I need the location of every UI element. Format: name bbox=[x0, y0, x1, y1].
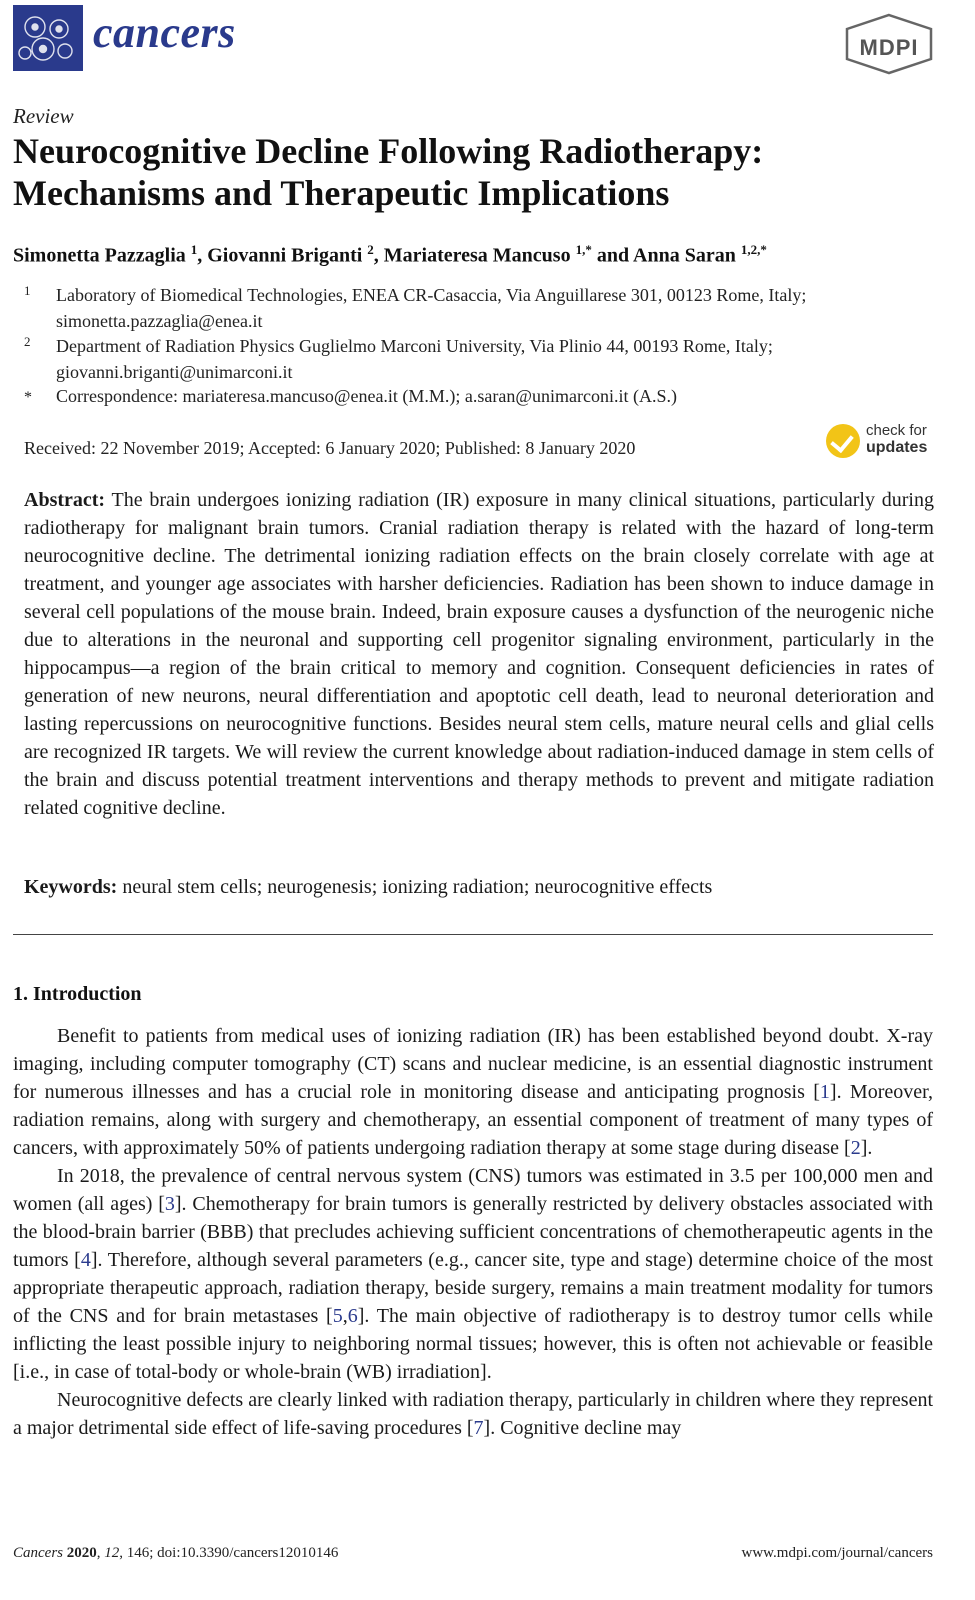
article-title bbox=[13, 130, 933, 214]
mdpi-logo-text: MDPI bbox=[859, 35, 919, 60]
body-text-segment: In 2018, the prevalence of central nervous system (CNS) tumors was estimated in 3.5 per 100,000 men and women (all ages) [ bbox=[13, 1165, 933, 1215]
author-separator: and bbox=[591, 244, 633, 267]
author-affiliation-mark: 2 bbox=[367, 242, 374, 257]
body-paragraph bbox=[13, 1386, 933, 1442]
keywords bbox=[24, 876, 934, 899]
body-text-segment: ]. bbox=[860, 1137, 873, 1159]
footer-doi: , 146; doi:10.3390/cancers12010146 bbox=[119, 1545, 339, 1561]
affiliation-email[interactable]: simonetta.pazzaglia@enea.it bbox=[56, 311, 263, 331]
body-paragraph bbox=[13, 1162, 933, 1386]
abstract-label: Abstract: bbox=[24, 489, 106, 511]
check-for-updates-button[interactable] bbox=[826, 422, 936, 462]
body-text-segment: , bbox=[342, 1305, 348, 1327]
title-line-1: Neurocognitive Decline Following Radiotherapy: bbox=[13, 131, 764, 171]
affiliation-number: 1 bbox=[24, 283, 31, 298]
citation-link[interactable]: 1 bbox=[819, 1081, 830, 1103]
body-text-segment: ]. The main objective of radiotherapy is to destroy tumor cells while inflicting the least possible injury to neighboring normal tissues; however, this is often not achievable or feasible [i.e., in case of total-body or whole-brain (WB) irradiation]. bbox=[13, 1305, 933, 1383]
correspondence-emails[interactable]: Correspondence: mariateresa.mancuso@enea.it (M.M.); a.saran@unimarconi.it (A.S.) bbox=[56, 386, 677, 406]
body-text-segment: ]. Moreover, radiation remains, along with surgery and chemotherapy, an essential component of treatment of many types of cancers, with approximately 50% of patients undergoing radiation therapy at some stage during disease [ bbox=[13, 1081, 933, 1159]
body-text-segment: Benefit to patients from medical uses of ionizing radiation (IR) has been established beyond doubt. X-ray imaging, including computer tomography (CT) scans and nuclear medicine, is an essential diagnostic instrument for numerous illnesses and has a crucial role in monitoring disease and anticipating prognosis [ bbox=[13, 1025, 933, 1103]
author-name: Simonetta Pazzaglia bbox=[13, 244, 186, 267]
keywords-label: Keywords: bbox=[24, 876, 118, 898]
footer-volume: 12 bbox=[104, 1545, 120, 1561]
footer-journal: Cancers bbox=[13, 1545, 63, 1561]
journal-name: cancers bbox=[93, 8, 236, 57]
title-line-2: Mechanisms and Therapeutic Implications bbox=[13, 173, 670, 213]
journal-logo-icon bbox=[13, 5, 83, 71]
checkmark-badge-icon bbox=[826, 424, 860, 458]
citation-link[interactable]: 3 bbox=[164, 1193, 175, 1215]
citation-link[interactable]: 6 bbox=[347, 1305, 358, 1327]
section-divider bbox=[13, 934, 933, 935]
body-text-segment: Neurocognitive defects are clearly linked with radiation therapy, particularly in children where they represent a major detrimental side effect of life-saving procedures [ bbox=[13, 1389, 933, 1439]
author-name: Anna Saran bbox=[633, 244, 736, 267]
check-updates-line-1: check for bbox=[866, 422, 927, 439]
citation-link[interactable]: 5 bbox=[332, 1305, 343, 1327]
article-type: Review bbox=[13, 104, 74, 128]
citation-link[interactable]: 7 bbox=[473, 1417, 484, 1439]
body-paragraph bbox=[13, 1022, 933, 1162]
header bbox=[13, 5, 953, 75]
affiliation-number: 2 bbox=[24, 334, 31, 349]
citation-link[interactable]: 2 bbox=[850, 1137, 861, 1159]
introduction-body bbox=[13, 1022, 933, 1442]
affiliation-address: Department of Radiation Physics Guglielmo Marconi University, Via Plinio 44, 00193 Rome, Italy; bbox=[56, 336, 773, 356]
author-affiliation-mark: 1,2,* bbox=[740, 242, 767, 257]
citation-line: Cancers 2020, 12, 146; doi:10.3390/cancers12010146 bbox=[13, 1545, 339, 1561]
page-footer bbox=[13, 1545, 933, 1565]
footer-year: 2020 bbox=[66, 1545, 97, 1561]
citation-link[interactable]: 4 bbox=[80, 1249, 91, 1271]
abstract bbox=[24, 486, 934, 822]
section-heading: 1. Introduction bbox=[13, 983, 142, 1005]
author-name: Giovanni Briganti bbox=[207, 244, 363, 267]
body-text-segment: ]. Therefore, although several parameters (e.g., cancer site, type and stage) determine choice of the most appropriate therapeutic approach, radiation therapy, beside surgery, remains a main treatment modality for tumors of the CNS and for brain metastases [ bbox=[13, 1249, 934, 1327]
author-name: Mariateresa Mancuso bbox=[383, 244, 571, 267]
author-separator: , bbox=[197, 244, 208, 267]
check-updates-line-2: updates bbox=[866, 439, 928, 456]
body-text-segment: ]. Chemotherapy for brain tumors is generally restricted by delivery obstacles associated with the blood-brain barrier (BBB) that precludes achieving sufficient concentrations of chemotherapeutic agents in the tumors [ bbox=[13, 1193, 933, 1271]
journal-url-link[interactable]: www.mdpi.com/journal/cancers bbox=[741, 1545, 933, 1561]
keywords-text: neural stem cells; neurogenesis; ionizing radiation; neurocognitive effects bbox=[117, 876, 713, 898]
abstract-text: The brain undergoes ionizing radiation (IR) exposure in many clinical situations, particularly during radiotherapy for malignant brain tumors. Cranial radiation therapy is related with the hazard of long-term neurocognitive decline. The detrimental ionizing radiation effects on the brain closely correlate with age at treatment, and younger age associates with harsher deficiencies. Radiation has been shown to induce damage in several cell populations of the mouse brain. Indeed, brain exposure causes a dysfunction of the neurogenic niche due to alterations in the neuronal and supporting cell progenitor signaling environment, particularly in the hippocampus—a region of the brain critical to memory and cognition. Consequent deficiencies in rates of generation of new neurons, neural differentiation and apoptotic cell death, lead to neuronal deterioration and lasting repercussions on neurocognitive functions. Besides neural stem cells, mature neural cells and glial cells are recognized IR targets. We will review the current knowledge about radiation-induced damage in stem cells of the brain and discuss potential treatment interventions and therapy methods to prevent and mitigate radiation related cognitive decline. bbox=[24, 489, 934, 819]
author-list bbox=[13, 242, 767, 268]
author-affiliation-mark: 1,* bbox=[575, 242, 592, 257]
affiliation-email[interactable]: giovanni.briganti@unimarconi.it bbox=[56, 362, 293, 382]
mdpi-logo-icon bbox=[843, 13, 935, 75]
publication-dates: Received: 22 November 2019; Accepted: 6 January 2020; Published: 8 January 2020 bbox=[24, 438, 636, 458]
author-affiliation-mark: 1 bbox=[190, 242, 198, 257]
affiliation-address: Laboratory of Biomedical Technologies, ENEA CR-Casaccia, Via Anguillarese 301, 00123 Rome, Italy; bbox=[56, 285, 807, 305]
author-separator: , bbox=[373, 244, 384, 267]
correspondence-mark: * bbox=[24, 389, 32, 406]
body-text-segment: ]. Cognitive decline may bbox=[483, 1417, 682, 1439]
